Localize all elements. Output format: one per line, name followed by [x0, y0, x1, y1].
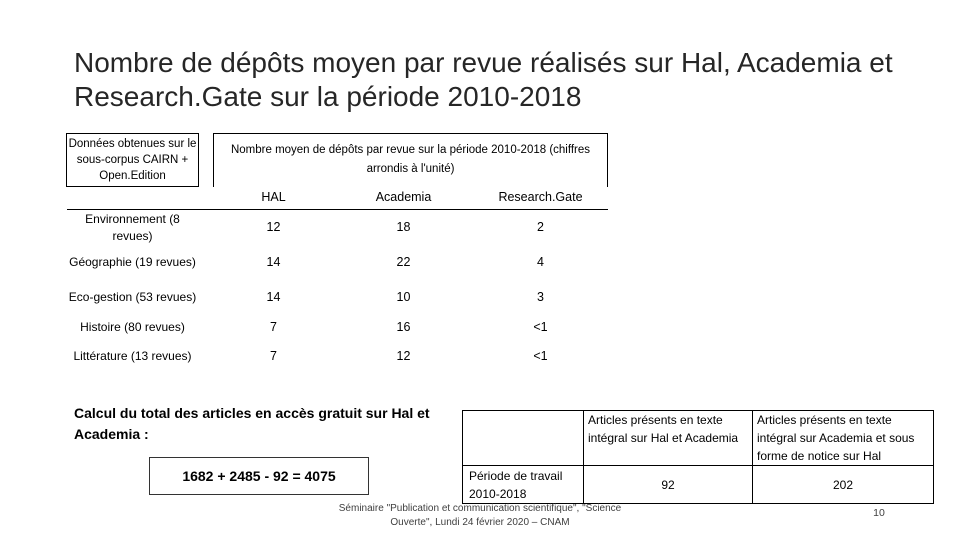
calculation-label: Calcul du total des articles en accès gratuit sur Hal et Academia : [74, 405, 430, 442]
articles-table [462, 410, 934, 504]
column-header-hal-academia: Articles présents en texte intégral sur Hal et Academia [584, 411, 753, 466]
table-cell: <1 [533, 319, 548, 334]
table-cell: 18 [334, 210, 474, 246]
table-header-row [463, 411, 934, 466]
page-number: 10 [873, 507, 885, 519]
row-label: Littérature (13 revues) [73, 349, 192, 363]
table-cell: 14 [266, 255, 281, 269]
slide-title: Nombre de dépôts moyen par revue réalisés sur Hal, Academia et Research.Gate sur la période 2010-2018 [74, 47, 893, 112]
table-cell: 22 [396, 255, 411, 269]
row-label: Histoire (80 revues) [80, 319, 185, 334]
table-row [67, 339, 608, 374]
column-header-row [67, 187, 608, 210]
row-label: Eco-gestion (53 revues) [68, 290, 197, 304]
table-cell: 2 [474, 210, 608, 246]
table-cell: 12 [396, 349, 411, 363]
column-header-hal: HAL [261, 190, 286, 205]
table-cell: 10 [396, 290, 411, 304]
slide-footer: Séminaire "Publication et communication scientifique", "Science Ouverte", Lundi 24 février 2020 – CNAM [338, 503, 622, 528]
calculation-formula: 1682 + 2485 - 92 = 4075 [182, 468, 336, 484]
span-header: Nombre moyen de dépôts par revue sur la période 2010-2018 (chiffres arrondis à l'unité) [214, 134, 608, 187]
table-row [67, 315, 608, 339]
table-cell: <1 [533, 349, 548, 363]
table-cell: 7 [270, 349, 277, 363]
column-header-academia: Academia [375, 190, 432, 205]
column-header-academia-notice: Articles présents en texte intégral sur Academia et sous forme de notice sur Hal [753, 411, 934, 466]
table-cell: 12 [214, 210, 334, 246]
table-cell: 92 [584, 466, 753, 504]
table-row [67, 245, 608, 280]
calculation-formula-box [149, 457, 369, 495]
table-cell: 4 [537, 255, 544, 269]
row-label: Période de travail 2010-2018 [463, 466, 584, 504]
row-label: Environnement (8 revues) [67, 210, 199, 246]
table-cell: 7 [270, 319, 277, 334]
deposits-table [66, 133, 608, 374]
table-cell: 3 [537, 290, 544, 304]
corner-cell [463, 411, 584, 466]
column-header-researchgate: Research.Gate [498, 190, 583, 205]
table-row [67, 210, 608, 246]
table-header-row [67, 134, 608, 187]
table-cell: 202 [753, 466, 934, 504]
table-cell: 14 [266, 290, 281, 304]
table-row [67, 280, 608, 315]
table-cell: 16 [396, 319, 411, 334]
source-header: Données obtenues sur le sous-corpus CAIRN + Open.Edition [67, 134, 199, 187]
table-row [463, 466, 934, 504]
row-label: Géographie (19 revues) [69, 255, 196, 269]
